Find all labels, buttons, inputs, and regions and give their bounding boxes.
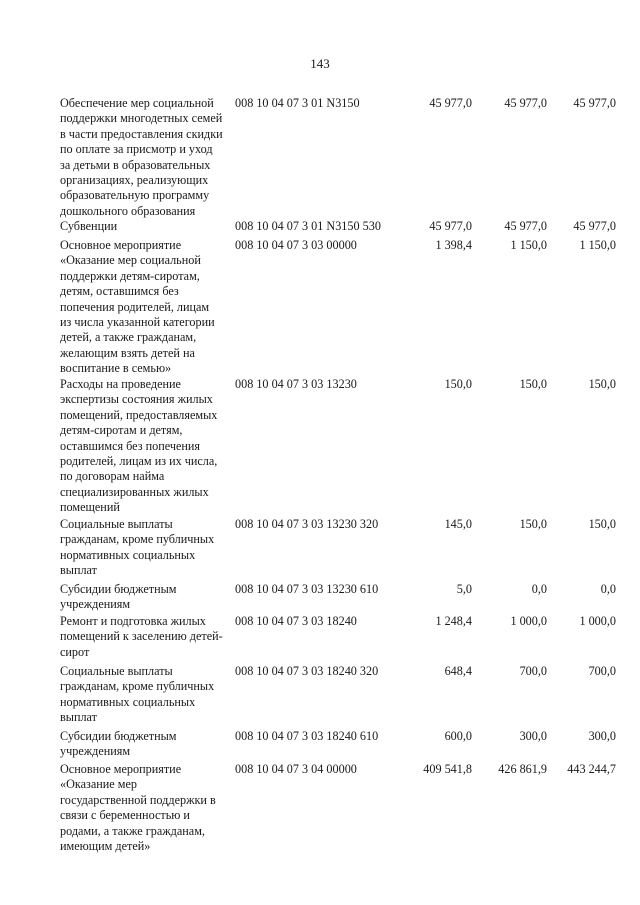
amount-year-1: 45 977,0 [429,96,472,110]
amount-year-1: 600,0 [444,729,472,743]
budget-code: 008 10 04 07 3 03 13230 [235,377,357,391]
amount-year-3: 150,0 [588,517,616,531]
expense-name: Основное мероприятие «Оказание мер государственной поддержки в связи с беременностью и родами, а также гражданам, имеющим детей» [60,762,216,854]
amount-year-3: 0,0 [600,582,616,596]
amount-year-2: 426 861,9 [498,762,547,776]
amount-year-3: 1 150,0 [579,238,616,252]
amount-year-1: 1 248,4 [435,614,472,628]
amount-year-3: 700,0 [588,664,616,678]
budget-code: 008 10 04 07 3 03 18240 320 [235,664,379,678]
page-number: 143 [310,56,330,71]
amount-year-1: 648,4 [444,664,472,678]
expense-name: Субвенции [60,219,118,233]
expense-name: Субсидии бюджетным учреждениям [60,582,177,612]
expense-name: Расходы на проведение экспертизы состояния жилых помещений, предоставляемых детям-сиротам и детям, оставшимся без попечения родителей, лицам из их числа, по договорам найма специализированных жилых помещений [60,377,218,515]
budget-code: 008 10 04 07 3 03 00000 [235,238,357,252]
expense-name: Социальные выплаты гражданам, кроме публичных нормативных социальных выплат [60,517,215,578]
budget-code: 008 10 04 07 3 03 18240 610 [235,729,379,743]
amount-year-2: 45 977,0 [504,96,547,110]
amount-year-2: 1 150,0 [510,238,547,252]
amount-year-2: 700,0 [519,664,547,678]
amount-year-3: 45 977,0 [573,96,616,110]
amount-year-3: 1 000,0 [579,614,616,628]
budget-code: 008 10 04 07 3 04 00000 [235,762,357,776]
expense-name: Обеспечение мер социальной поддержки многодетных семей в части предоставления скидки по оплате за присмотр и уход за детьми в образовательных организациях, реализующих образовательную программу дошкольного образования [60,96,223,218]
amount-year-3: 45 977,0 [573,219,616,233]
expense-name: Основное мероприятие «Оказание мер социальной поддержки детям-сиротам, детям, оставшимся без попечения родителей, лицам из числа указанной категории детей, а также гражданам, желающим взять детей на воспитание в семью» [60,238,215,376]
amount-year-1: 150,0 [444,377,472,391]
amount-year-1: 5,0 [456,582,472,596]
amount-year-3: 150,0 [588,377,616,391]
amount-year-3: 300,0 [588,729,616,743]
budget-code: 008 10 04 07 3 01 N3150 530 [235,219,381,233]
budget-code: 008 10 04 07 3 03 18240 [235,614,357,628]
amount-year-1: 1 398,4 [435,238,472,252]
amount-year-2: 150,0 [519,517,547,531]
amount-year-2: 0,0 [531,582,547,596]
budget-code: 008 10 04 07 3 03 13230 610 [235,582,379,596]
budget-code: 008 10 04 07 3 03 13230 320 [235,517,379,531]
budget-code: 008 10 04 07 3 01 N3150 [235,96,360,110]
amount-year-1: 45 977,0 [429,219,472,233]
amount-year-3: 443 244,7 [567,762,616,776]
amount-year-1: 145,0 [444,517,472,531]
amount-year-1: 409 541,8 [423,762,472,776]
amount-year-2: 300,0 [519,729,547,743]
expense-name: Социальные выплаты гражданам, кроме публичных нормативных социальных выплат [60,664,215,725]
expense-name: Ремонт и подготовка жилых помещений к заселению детей- сирот [60,614,223,659]
amount-year-2: 150,0 [519,377,547,391]
expense-name: Субсидии бюджетным учреждениям [60,729,177,759]
amount-year-2: 1 000,0 [510,614,547,628]
amount-year-2: 45 977,0 [504,219,547,233]
